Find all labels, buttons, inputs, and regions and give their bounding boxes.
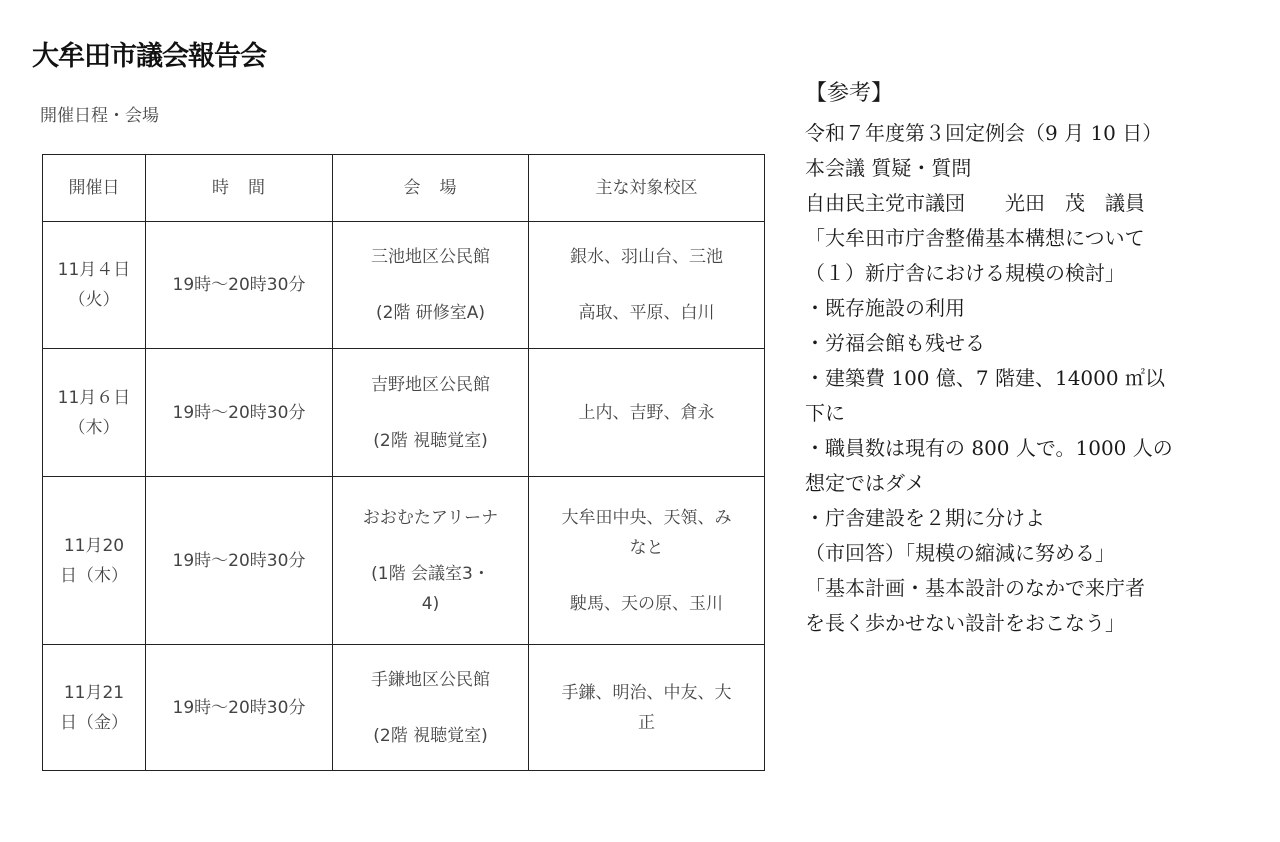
venue-room: (2階 研修室A) [375, 303, 486, 323]
venue-name: 三池地区公民館 [371, 247, 490, 267]
areas-line: 銀水、羽山台、三池 [570, 247, 723, 267]
weekday-line: 日（木） [60, 565, 128, 586]
reference-section [805, 76, 1245, 641]
cell-date [43, 222, 146, 349]
table-row [43, 645, 765, 771]
header-date: 開催日 [43, 155, 146, 222]
venue-room: 4) [421, 593, 440, 614]
reference-line: ・労福会館も残せる [805, 331, 985, 355]
cell-areas [529, 477, 765, 645]
areas-line: なと [629, 537, 664, 558]
cell-date [43, 477, 146, 645]
reference-line: 「基本計画・基本設計のなかで来庁者 [805, 576, 1145, 600]
cell-time: 19時〜20時30分 [146, 477, 333, 645]
reference-line: 下に [805, 401, 845, 425]
areas-line: 大牟田中央、天領、み [561, 507, 732, 528]
header-venue: 会 場 [333, 155, 529, 222]
cell-venue [333, 222, 529, 349]
schedule-table [42, 154, 765, 771]
schedule-subtitle: 開催日程・会場 [40, 106, 159, 126]
cell-date [43, 645, 146, 771]
areas-line: 駛馬、天の原、玉川 [570, 593, 723, 614]
date-line: 11月４日 [57, 260, 131, 280]
header-time: 時 間 [146, 155, 333, 222]
date-line: 11月６日 [57, 387, 131, 408]
cell-time: 19時〜20時30分 [146, 349, 333, 477]
weekday-line: （火） [68, 290, 120, 310]
cell-time: 19時〜20時30分 [146, 645, 333, 771]
header-areas: 主な対象校区 [529, 155, 765, 222]
venue-room: (2階 視聴覚室) [373, 430, 488, 451]
cell-time: 19時〜20時30分 [146, 222, 333, 349]
table-row [43, 477, 765, 645]
page-title: 大牟田市議会報告会 [32, 41, 266, 72]
reference-line: （１）新庁舎における規模の検討」 [805, 261, 1125, 285]
cell-venue [333, 477, 529, 645]
cell-venue [333, 645, 529, 771]
table-header-row [43, 155, 765, 222]
venue-room: (2階 視聴覚室) [373, 725, 488, 746]
areas-line: 正 [638, 712, 655, 733]
reference-line: ・既存施設の利用 [805, 296, 965, 320]
weekday-line: 日（金） [60, 712, 128, 733]
reference-line: ・職員数は現有の 800 人で。1000 人の [805, 436, 1173, 460]
cell-venue [333, 349, 529, 477]
reference-line: を長く歩かせない設計をおこなう」 [805, 611, 1125, 635]
reference-heading: 【参考】 [805, 81, 894, 106]
cell-date [43, 349, 146, 477]
venue-name: おおむたアリーナ [362, 507, 499, 528]
weekday-line: （木） [68, 417, 120, 438]
cell-areas [529, 222, 765, 349]
reference-line: 令和７年度第３回定例会（9 月 10 日） [805, 121, 1163, 145]
cell-areas [529, 645, 765, 771]
areas-line: 手鎌、明治、中友、大 [561, 682, 732, 703]
venue-name: 手鎌地区公民館 [371, 669, 490, 690]
reference-line: 本会議 質疑・質問 [805, 156, 972, 180]
date-line: 11月21 [63, 682, 125, 703]
reference-line: ・庁舎建設を２期に分けよ [805, 506, 1045, 530]
venue-room: (1階 会議室3・ [371, 563, 490, 584]
table-row [43, 222, 765, 349]
reference-line: ・建築費 100 億、7 階建、14000 ㎡以 [805, 366, 1165, 390]
reference-line: 自由民主党市議団 光田 茂 議員 [805, 191, 1145, 215]
areas-line: 高取、平原、白川 [578, 303, 715, 323]
date-line: 11月20 [63, 535, 125, 556]
venue-name: 吉野地区公民館 [371, 374, 490, 395]
table-row [43, 349, 765, 477]
areas-line: 上内、吉野、倉永 [578, 402, 715, 423]
reference-line: 想定ではダメ [805, 471, 925, 495]
reference-line: 「大牟田市庁舎整備基本構想について [805, 226, 1145, 250]
cell-areas [529, 349, 765, 477]
reference-line: （市回答）「規模の縮減に努める」 [805, 541, 1115, 565]
